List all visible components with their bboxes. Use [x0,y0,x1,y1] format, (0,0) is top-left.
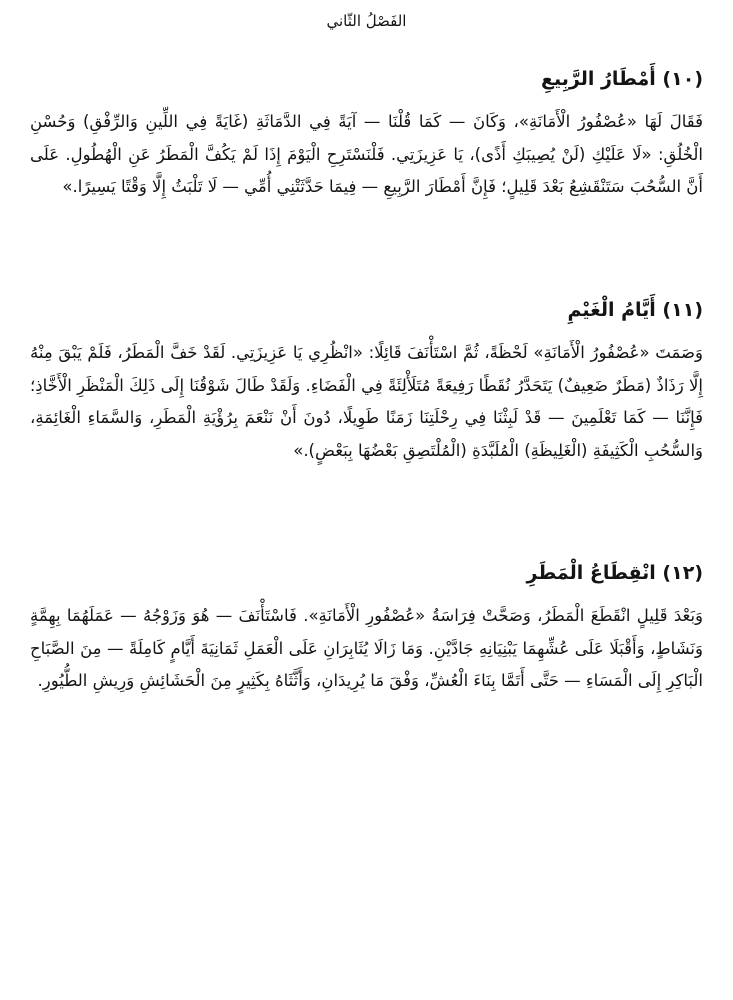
chapter-title: الفَصْلُ الثّاني [326,12,407,30]
section-heading: (١٠) أَمْطَارُ الرَّبِيعِ [541,68,703,90]
section-paragraph: وَصَمَتَ «عُصْفُورُ الْأَمَانَةِ» لَحْظَةً، ثُمَّ اسْتَأْنَفَ قَائِلًا: «انْظُرِي يَا عَزِيزَتِي. لَقَدْ خَفَّ الْمَطَرُ، فَلَمْ يَبْقَ مِنْهُ إِلَّا رَذَاذٌ (مَطَرٌ ضَعِيفٌ) يَتَحَدَّرُ نُقَطًا رَفِيعَةً مُتَلَأْلِئَةً فِي الْفَضَاءِ. وَلَقَدْ طَالَ شَوْقُنَا إِلَى ذَلِكَ الْمَنْظَرِ الْأَخَّاذِ؛ فَإِنَّنَا — كَمَا تَعْلَمِينَ — قَدْ لَبِثْنَا فِي رِحْلَتِنَا زَمَنًا طَوِيلًا، دُونَ أَنْ نَنْعَمَ بِرُؤْيَةِ الْمَطَرِ، وَالسَّمَاءِ الْغَائِمَةِ، وَالسُّحُبِ الْكَثِيفَةِ (الْغَلِيظَةِ) الْمُلَبَّدَةِ (الْمُلْتَصِقِ بَعْضُهَا بِبَعْضٍ).» [30,343,703,460]
section-heading: (١٢) انْقِطَاعُ الْمَطَرِ [526,562,703,584]
section-paragraph: فَقَالَ لَهَا «عُصْفُورُ الْأَمَانَةِ»، وَكَانَ — كَمَا قُلْنَا — آيَةً فِي الدَّمَاثَةِ (غَايَةً فِي اللِّينِ وَالرِّفْقِ) وَحُسْنِ الْخُلُقِ: «لَا عَلَيْكِ (لَنْ يُصِيبَكِ أَذًى)، يَا عَزِيزَتِي. فَلْنَسْتَرِحِ الْيَوْمَ إِذَا لَمْ يَكُفَّ الْمَطَرُ عَنِ الْهُطُولِ. عَلَى أَنَّ السُّحُبَ سَتَنْقَشِعُ بَعْدَ قَلِيلٍ؛ فَإِنَّ أَمْطَارَ الرَّبِيعِ — فِيمَا حَدَّثَتْنِي أُمِّي — لَا تَلْبَثُ إِلَّا وَقْتًا يَسِيرًا.» [30,112,703,196]
section-12 [30,558,703,698]
section-11 [30,295,703,467]
section-heading: (١١) أَيَّامُ الْغَيْمِ [567,299,703,321]
section-10 [30,64,703,204]
section-paragraph: وَبَعْدَ قَلِيلٍ انْقَطَعَ الْمَطَرُ، وَصَحَّتْ فِرَاسَةُ «عُصْفُورِ الْأَمَانَةِ». فَاسْتَأْنَفَ — هُوَ وَزَوْجُهُ — عَمَلَهُمَا بِهِمَّةٍ وَنَشَاطٍ، وَأَقْبَلَا عَلَى عُشِّهِمَا يَبْنِيَانِهِ جَادَّيْنِ. وَمَا زَالَا يُثَابِرَانِ عَلَى الْعَمَلِ ثَمَانِيَةَ أَيَّامٍ كَامِلَةً — مِنَ الصَّبَاحِ الْبَاكِرِ إِلَى الْمَسَاءِ — حَتَّى أَتَمَّا بِنَاءَ الْعُشِّ، وَفْقَ مَا يُرِيدَانِ، وَأَثَّثَاهُ بِكَثِيرٍ مِنَ الْحَشَائِشِ وَرِيشِ الطُّيُورِ. [30,606,703,690]
